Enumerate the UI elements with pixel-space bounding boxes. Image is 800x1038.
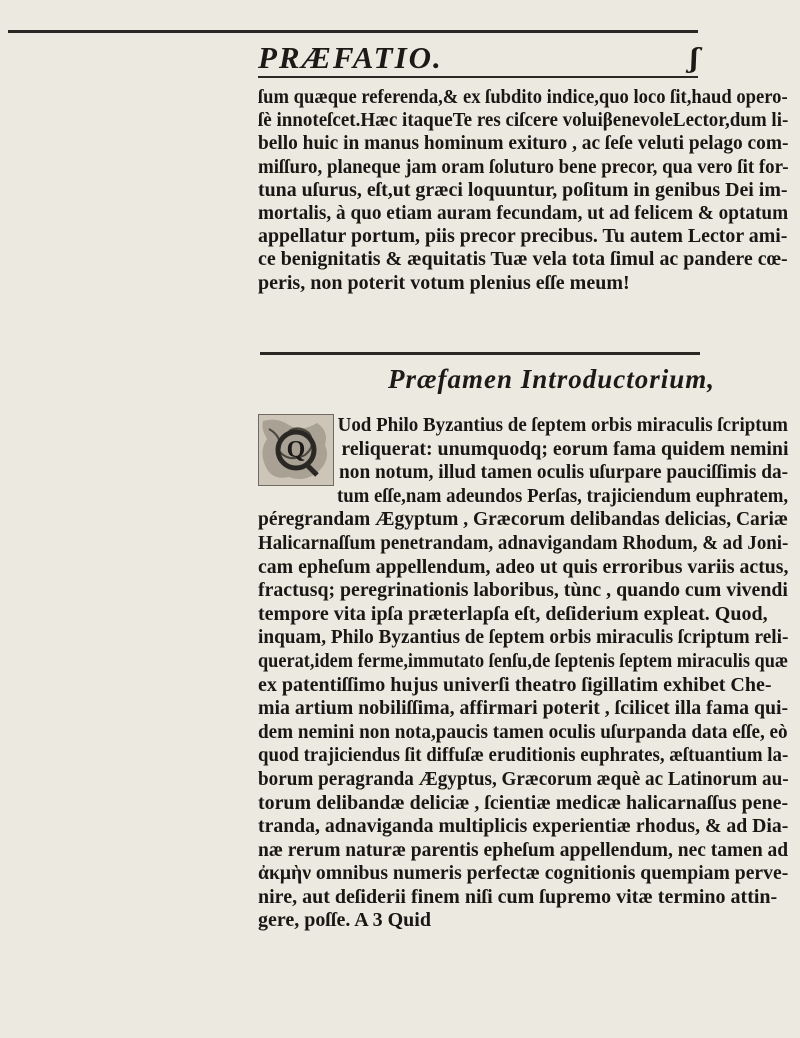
paragraph-2-line: borum peragranda Ægyptus, Græcorum æquè ac Latinorum au- [258, 767, 789, 790]
paragraph-2-line: péregrandam Ægyptum , Græcorum delibandas delicias, Cariæ [258, 508, 788, 531]
paragraph-2-line: inquam, Philo Byzantius de ſeptem orbis miraculis ſcriptum reli- [258, 626, 789, 649]
paragraph-2-line: ex patentiſſimo hujus univerſi theatro ſigillatim exhibet Che- [258, 673, 772, 696]
paragraph-2-line: quod trajiciendus ſit diffuſæ eruditionis euphrates, æſtuantium la- [258, 744, 789, 767]
paragraph-2-line: tempore vita ipſa præterlapſa eſt, deſiderium expleat. Quod, [258, 602, 768, 625]
paragraph-2-line: fractusq; peregrinationis laboribus, tùnc , quando cum vivendi [258, 579, 788, 602]
running-head: PRÆFATIO. [258, 40, 443, 75]
paragraph-2-line: gere, poſſe. A 3 Quid [258, 909, 431, 932]
paragraph-2-line: querat,idem ferme,immutato ſenſu,de ſeptenis ſeptem miraculis quæ [258, 649, 789, 672]
paragraph-2-line: non notum, illud tamen oculis uſurpare pauciſſimis da- [339, 461, 789, 484]
paragraph-2-line: cam epheſum appellendum, adeo ut quis erroribus variis actus, [258, 555, 789, 578]
paragraph-1-line: bello huic in manus hominum exituro , ac ſeſe veluti pelago com- [258, 132, 789, 155]
paragraph-2-line: næ rerum naturæ parentis epheſum appellendum, nec tamen ad [258, 838, 789, 861]
paragraph-2-line: Uod Philo Byzantius de ſeptem orbis miraculis ſcriptum [337, 414, 788, 436]
paragraph-1-line: ſum quæque referenda,& ex ſubdito indice,quo loco ſit,haud opero- [258, 86, 788, 108]
paragraph-2-line: dem nemini non nota,paucis tamen oculis uſurpanda data eſſe, eò [258, 720, 788, 743]
paragraph-1-line: ſè innoteſcet.Hæc itaqueTe res ciſcere voluiβenevoleLector,dum li- [258, 109, 789, 132]
top-rule [8, 30, 698, 33]
paragraph-2-line: reliquerat: unumquodq; eorum fama quidem nemini [341, 437, 789, 460]
signature-mark: ʃ [690, 44, 699, 74]
paragraph-1-line: ce benignitatis & æquitatis Tuæ vela tota ſimul ac pandere cœ- [258, 248, 788, 271]
page-header [258, 40, 708, 76]
paragraph-1-line: miſſuro, planeque jam oram ſoluturo bene precor, qua vero ſit for- [258, 155, 789, 178]
section-rule [260, 352, 700, 355]
paragraph-2-line: tranda, adnaviganda multiplicis experientiæ rhodus, & ad Dia- [258, 815, 789, 838]
paragraph-2-line: torum delibandæ deliciæ , ſcientiæ medicæ halicarnaſſus pene- [258, 791, 789, 814]
paragraph-2-line: nire, aut deſiderii finem niſi cum ſupremo vitæ termino attin- [258, 885, 778, 908]
section-title: Præfamen Introductorium, [388, 364, 716, 394]
paragraph-1 [258, 86, 789, 295]
header-rule [258, 76, 698, 78]
paragraph-2-line: tum eſſe,nam adeundos Perſas, trajiciendum euphratem, [336, 484, 789, 507]
paragraph-2 [258, 414, 789, 933]
paragraph-2-line: Halicarnaſſum penetrandam, adnavigandam Rhodum, & ad Joni- [258, 531, 789, 554]
paragraph-1-line: appellatur portum, piis precor precibus. Tu autem Lector ami- [258, 225, 788, 248]
paragraph-2-line: ἀκμὴν omnibus numeris perfectæ cognitionis quempiam perve- [258, 862, 789, 885]
paragraph-2-line: mia artium nobiliſſima, affirmari poterit , ſcilicet illa fama qui- [258, 697, 789, 720]
paragraph-1-line: mortalis, à quo etiam auram fecundam, ut ad felicem & optatum [258, 202, 789, 225]
paragraph-1-line: tuna uſurus, eſt,ut græci loquuntur, poſitum in genibus Dei im- [258, 178, 788, 201]
paragraph-1-line: peris, non poterit votum plenius eſſe meum! [258, 271, 630, 294]
drop-cap-letter: Q [286, 437, 306, 463]
